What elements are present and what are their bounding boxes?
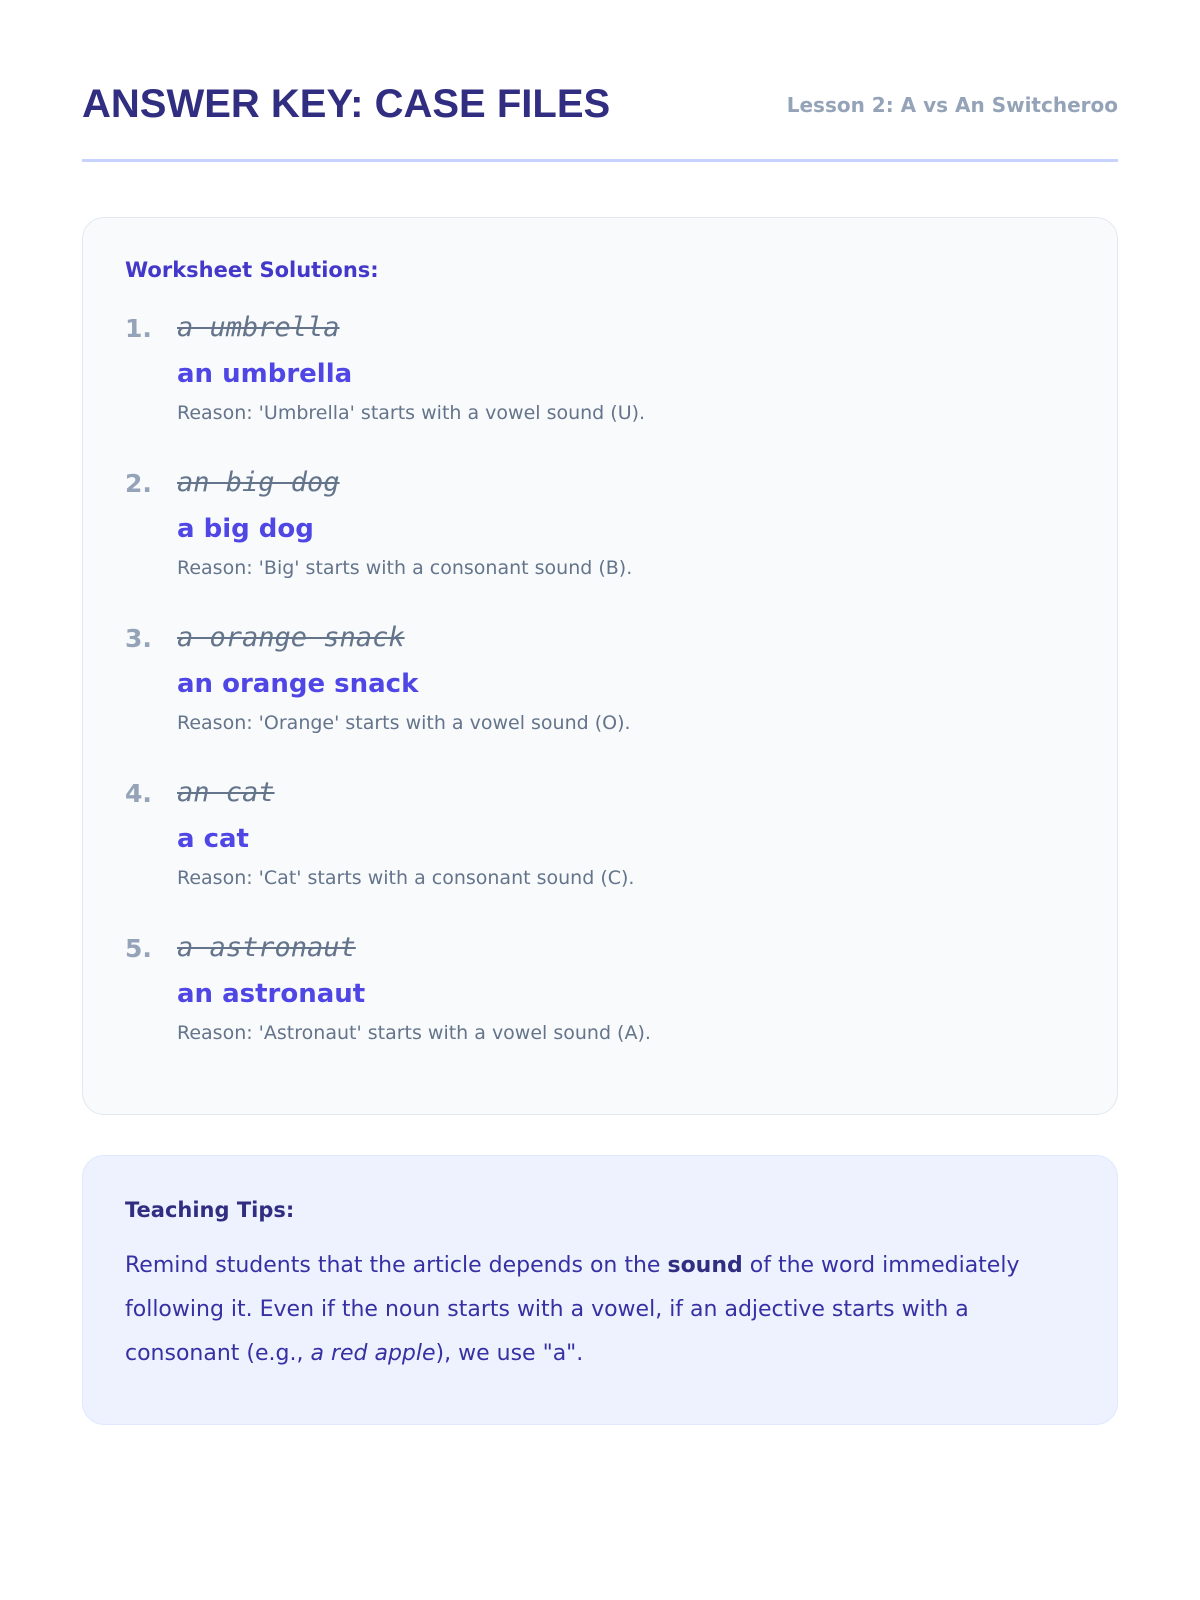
page-title: ANSWER KEY: CASE FILES <box>82 82 611 126</box>
reason-text: Reason: 'Big' starts with a consonant sound (B). <box>177 557 633 579</box>
tips-heading: Teaching Tips: <box>125 1198 295 1222</box>
solutions-card <box>82 217 1118 1115</box>
teaching-tips-card <box>82 1155 1118 1425</box>
tips-text-part3: ), we use "a". <box>435 1341 584 1366</box>
tips-text-part1: Remind students that the article depends on the <box>125 1253 668 1278</box>
item-number: 5. <box>125 934 152 963</box>
solution-item-5 <box>125 928 1077 1083</box>
solution-item-2 <box>125 463 1077 618</box>
solutions-heading: Worksheet Solutions: <box>125 258 379 282</box>
item-body <box>177 928 1077 1048</box>
incorrect-phrase: a umbrella <box>177 312 340 343</box>
correct-phrase: an astronaut <box>177 979 366 1009</box>
item-body <box>177 463 1077 583</box>
item-number: 1. <box>125 314 152 343</box>
page-header <box>82 0 1118 162</box>
item-number: 2. <box>125 469 152 498</box>
solution-item-1 <box>125 308 1077 463</box>
item-number: 4. <box>125 779 152 808</box>
incorrect-phrase: a astronaut <box>177 932 356 963</box>
item-number: 3. <box>125 624 152 653</box>
correct-phrase: a cat <box>177 824 249 854</box>
correct-phrase: an umbrella <box>177 359 353 389</box>
item-body <box>177 308 1077 428</box>
correct-phrase: a big dog <box>177 514 314 544</box>
reason-text: Reason: 'Astronaut' starts with a vowel sound (A). <box>177 1022 651 1044</box>
solution-item-4 <box>125 773 1077 928</box>
item-body <box>177 773 1077 893</box>
reason-text: Reason: 'Cat' starts with a consonant sound (C). <box>177 867 635 889</box>
incorrect-phrase: an big dog <box>177 467 340 498</box>
reason-text: Reason: 'Umbrella' starts with a vowel sound (U). <box>177 402 646 424</box>
tips-text <box>125 1244 1077 1376</box>
tips-text-bold: sound <box>667 1253 743 1278</box>
item-body <box>177 618 1077 738</box>
incorrect-phrase: an cat <box>177 777 275 808</box>
tips-text-part2: of the word immediately following it. Even if the noun starts with a vowel, if an adjective starts with a consonant (e.g., <box>125 1253 1020 1366</box>
correct-phrase: an orange snack <box>177 669 419 699</box>
incorrect-phrase: a orange snack <box>177 622 405 653</box>
tips-text-italic: a red apple <box>310 1341 436 1366</box>
reason-text: Reason: 'Orange' starts with a vowel sound (O). <box>177 712 631 734</box>
lesson-label: Lesson 2: A vs An Switcheroo <box>786 92 1118 117</box>
solution-item-3 <box>125 618 1077 773</box>
